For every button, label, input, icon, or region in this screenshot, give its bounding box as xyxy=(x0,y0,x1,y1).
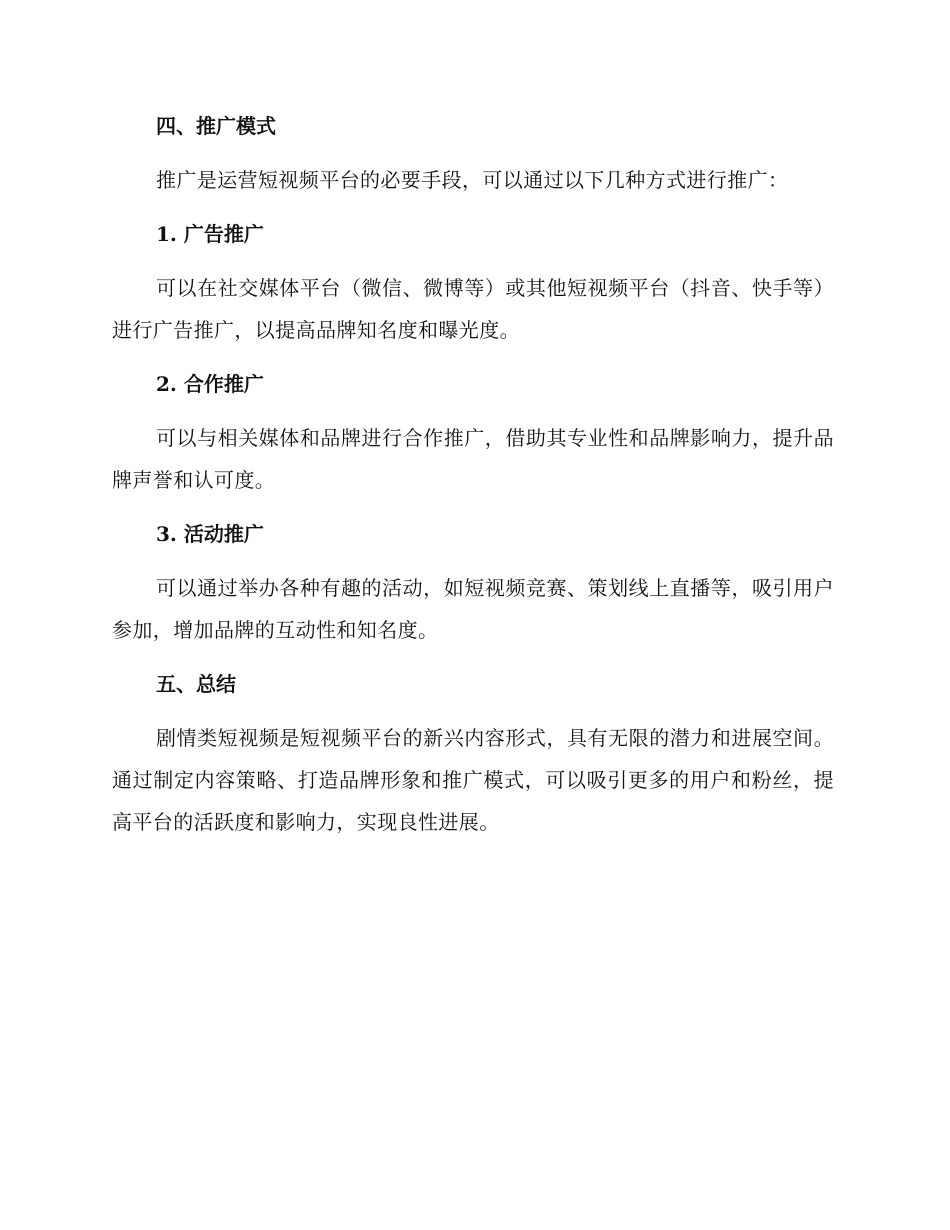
paragraph-cooperation-promotion: 可以与相关媒体和品牌进行合作推广，借助其专业性和品牌影响力，提升品牌声誉和认可度。 xyxy=(112,426,834,492)
subheading-event-promotion: 3. 活动推广 xyxy=(156,522,264,546)
paragraph-event-promotion: 可以通过举办各种有趣的活动，如短视频竞赛、策划线上直播等，吸引用户参加，增加品牌的互动性和知名度。 xyxy=(112,576,834,642)
subheading-cooperation-promotion: 2. 合作推广 xyxy=(156,372,264,396)
paragraph-ad-promotion: 可以在社交媒体平台（微信、微博等）或其他短视频平台（抖音、快手等）进行广告推广，以提高品牌知名度和曝光度。 xyxy=(112,276,834,342)
paragraph-promotion-intro: 推广是运营短视频平台的必要手段，可以通过以下几种方式进行推广： xyxy=(156,168,789,192)
subheading-ad-promotion: 1. 广告推广 xyxy=(156,222,264,246)
section-heading-promotion: 四、推广模式 xyxy=(156,114,276,138)
section-heading-summary: 五、总结 xyxy=(156,672,236,696)
document-content xyxy=(112,108,834,843)
paragraph-summary: 剧情类短视频是短视频平台的新兴内容形式，具有无限的潜力和进展空间。通过制定内容策略、打造品牌形象和推广模式，可以吸引更多的用户和粉丝，提高平台的活跃度和影响力，实现良性进展。 xyxy=(112,726,834,834)
